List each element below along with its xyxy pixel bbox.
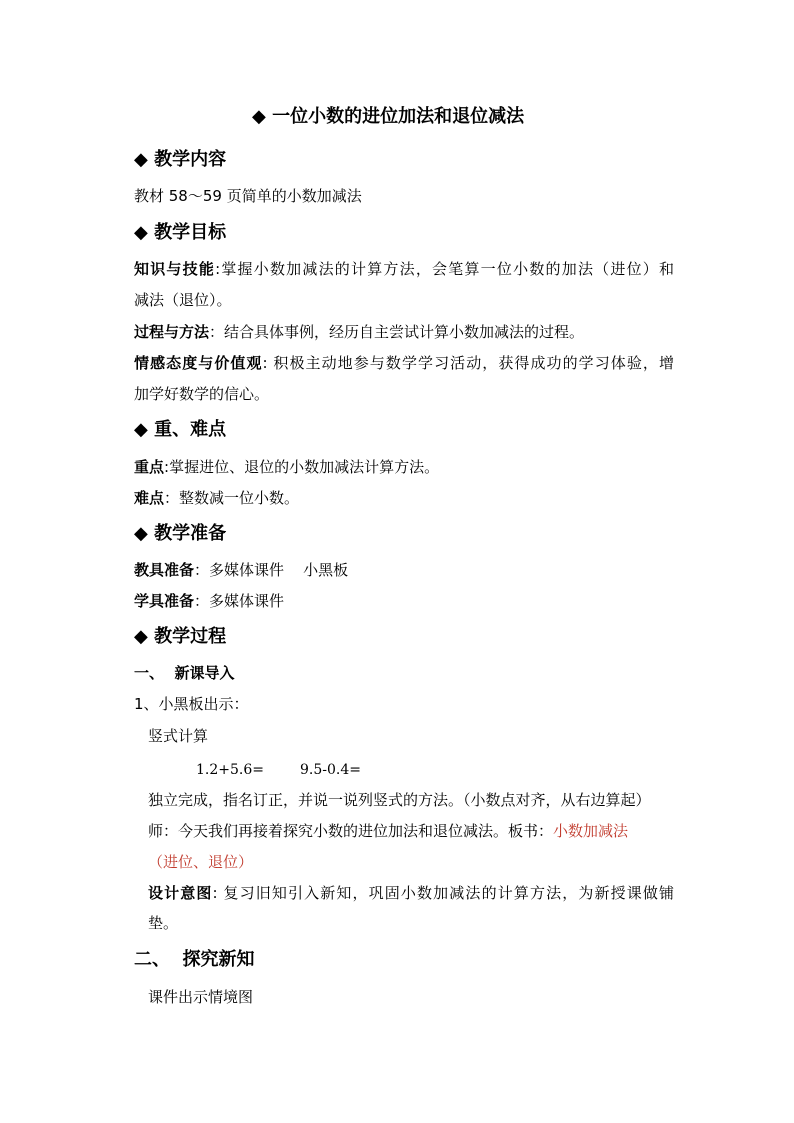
emotion-line-1 [134, 353, 674, 373]
student-prep-label: 学具准备 [134, 592, 195, 610]
design-label: 设计意图 [148, 884, 213, 902]
section-heading-prep: ◆ 教学准备 [134, 523, 227, 544]
process-line [134, 322, 584, 342]
difficulty-line [134, 488, 299, 508]
teacher-say-line [148, 821, 628, 841]
emotion-text-1: : 积极主动地参与数学学习活动，获得成功的学习体验，增 [262, 354, 674, 372]
teacher-prep-line [134, 560, 348, 580]
knowledge-text-1: :掌握小数加减法的计算方法，会笔算一位小数的加法（进位）和 [215, 260, 674, 278]
difficulty-text: ：整数减一位小数。 [164, 489, 300, 507]
student-prep-text: ：多媒体课件 [194, 592, 285, 610]
design-line-2: 垫。 [148, 914, 179, 932]
board-subtitle: （进位、退位） [148, 853, 254, 871]
board-title: 小数加减法 [553, 822, 629, 840]
part1-title: 一、 新课导入 [134, 664, 235, 682]
design-line-1 [148, 883, 674, 903]
emotion-label: 情感态度与价值观 [134, 354, 263, 372]
knowledge-line-2: 减法（退位）。 [134, 291, 232, 309]
student-prep-line [134, 591, 284, 611]
process-label: 过程与方法 [134, 323, 210, 341]
section-heading-process: ◆ 教学过程 [134, 626, 227, 647]
process-text: ：结合具体事例，经历自主尝试计算小数加减法的过程。 [209, 323, 585, 341]
key-label: 重点 [134, 458, 165, 476]
courseware-text: 课件出示情境图 [148, 988, 254, 1006]
equation-1: 1.2+5.6= [196, 762, 264, 778]
knowledge-line-1 [134, 259, 674, 279]
section-heading-goals: ◆ 教学目标 [134, 222, 227, 243]
emotion-line-2: 加学好数学的信心。 [134, 385, 270, 403]
knowledge-label: 知识与技能 [134, 260, 216, 278]
section-heading-keypoints: ◆ 重、难点 [134, 419, 227, 440]
part2-title: 二、 探究新知 [134, 949, 255, 970]
teacher-say-text: 师：今天我们再接着探究小数的进位加法和退位减法。板书： [148, 822, 554, 840]
content-text: 教材 58～59 页简单的小数加减法 [134, 187, 362, 205]
independent-text: 独立完成，指名订正，并说一说列竖式的方法。（小数点对齐，从右边算起） [148, 791, 651, 809]
design-text-1: : 复习旧知引入新知，巩固小数加减法的计算方法，为新授课做铺 [212, 884, 674, 902]
teacher-prep-label: 教具准备 [134, 561, 195, 579]
item1-text: 1、小黑板出示： [134, 695, 249, 713]
difficulty-label: 难点 [134, 489, 165, 507]
page-title: ◆ 一位小数的进位加法和退位减法 [252, 106, 525, 127]
equation-2: 9.5-0.4= [300, 762, 361, 778]
teacher-prep-text: ：多媒体课件 小黑板 [194, 561, 349, 579]
key-line [134, 457, 439, 477]
section-heading-content: ◆ 教学内容 [134, 149, 227, 170]
vertical-calc-label: 竖式计算 [148, 727, 209, 745]
key-text: :掌握进位、退位的小数加减法计算方法。 [164, 458, 440, 476]
